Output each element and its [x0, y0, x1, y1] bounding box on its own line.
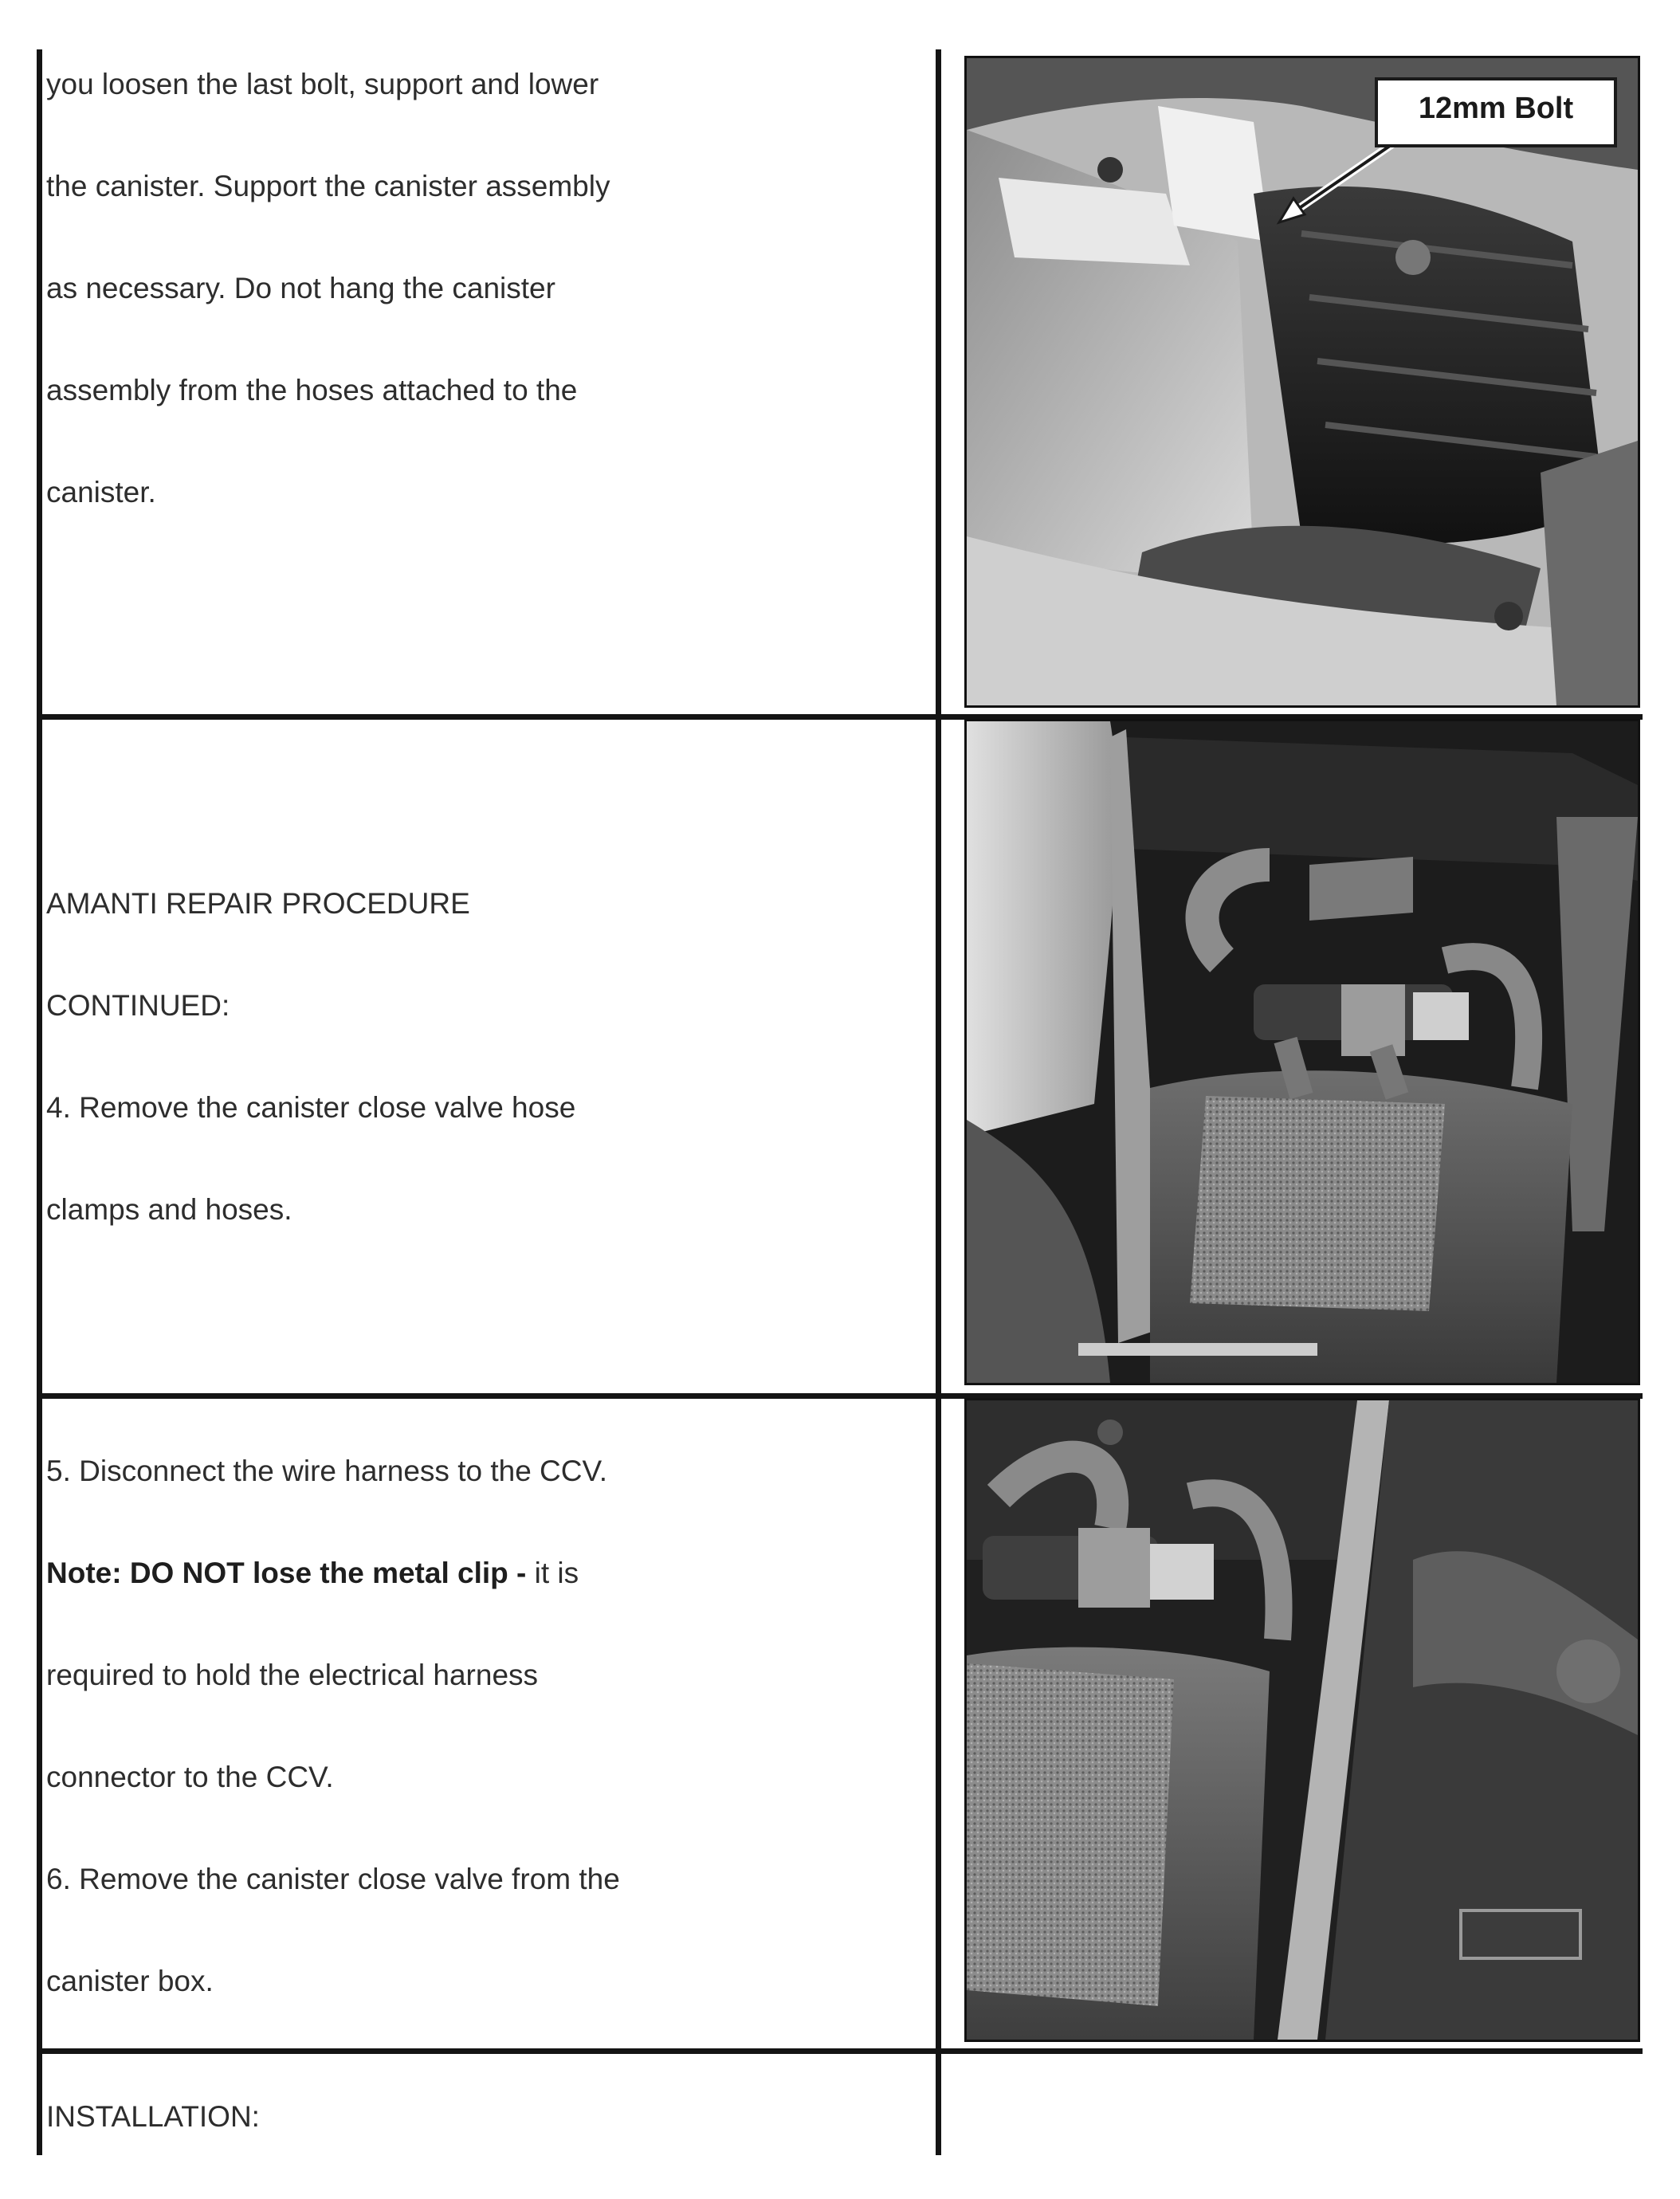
text-line: canister. — [46, 476, 156, 509]
text-line: you loosen the last bolt, support and lower — [46, 68, 599, 100]
text-line: required to hold the electrical harness — [46, 1659, 539, 1691]
canister-bolt-photo — [964, 56, 1640, 708]
text-line: AMANTI REPAIR PROCEDURE — [46, 887, 470, 920]
ccv-harness-photo — [964, 1398, 1640, 2042]
text-line: clamps and hoses. — [46, 1193, 292, 1226]
table-column-divider — [936, 49, 941, 2155]
table-row-divider — [37, 2048, 1643, 2054]
note-rest-text: it is — [526, 1557, 579, 1589]
note-line — [46, 1556, 579, 1591]
text-line: 6. Remove the canister close valve from the — [46, 1863, 620, 1895]
bolt-callout-label: 12mm Bolt — [1375, 77, 1617, 147]
text-line: canister box. — [46, 1965, 214, 1997]
note-bold-text: Note: DO NOT lose the metal clip - — [46, 1557, 527, 1589]
table-left-border — [37, 49, 42, 2155]
text-line: CONTINUED: — [46, 989, 230, 1022]
text-line: assembly from the hoses attached to the — [46, 374, 578, 406]
section-heading-installation: INSTALLATION: — [46, 2100, 260, 2133]
text-line: the canister. Support the canister assembly — [46, 170, 610, 202]
text-line: 4. Remove the canister close valve hose — [46, 1091, 576, 1124]
text-line: as necessary. Do not hang the canister — [46, 272, 555, 304]
text-line: connector to the CCV. — [46, 1761, 334, 1793]
canister-hoses-photo — [964, 719, 1640, 1385]
text-line: 5. Disconnect the wire harness to the CCV. — [46, 1455, 608, 1487]
